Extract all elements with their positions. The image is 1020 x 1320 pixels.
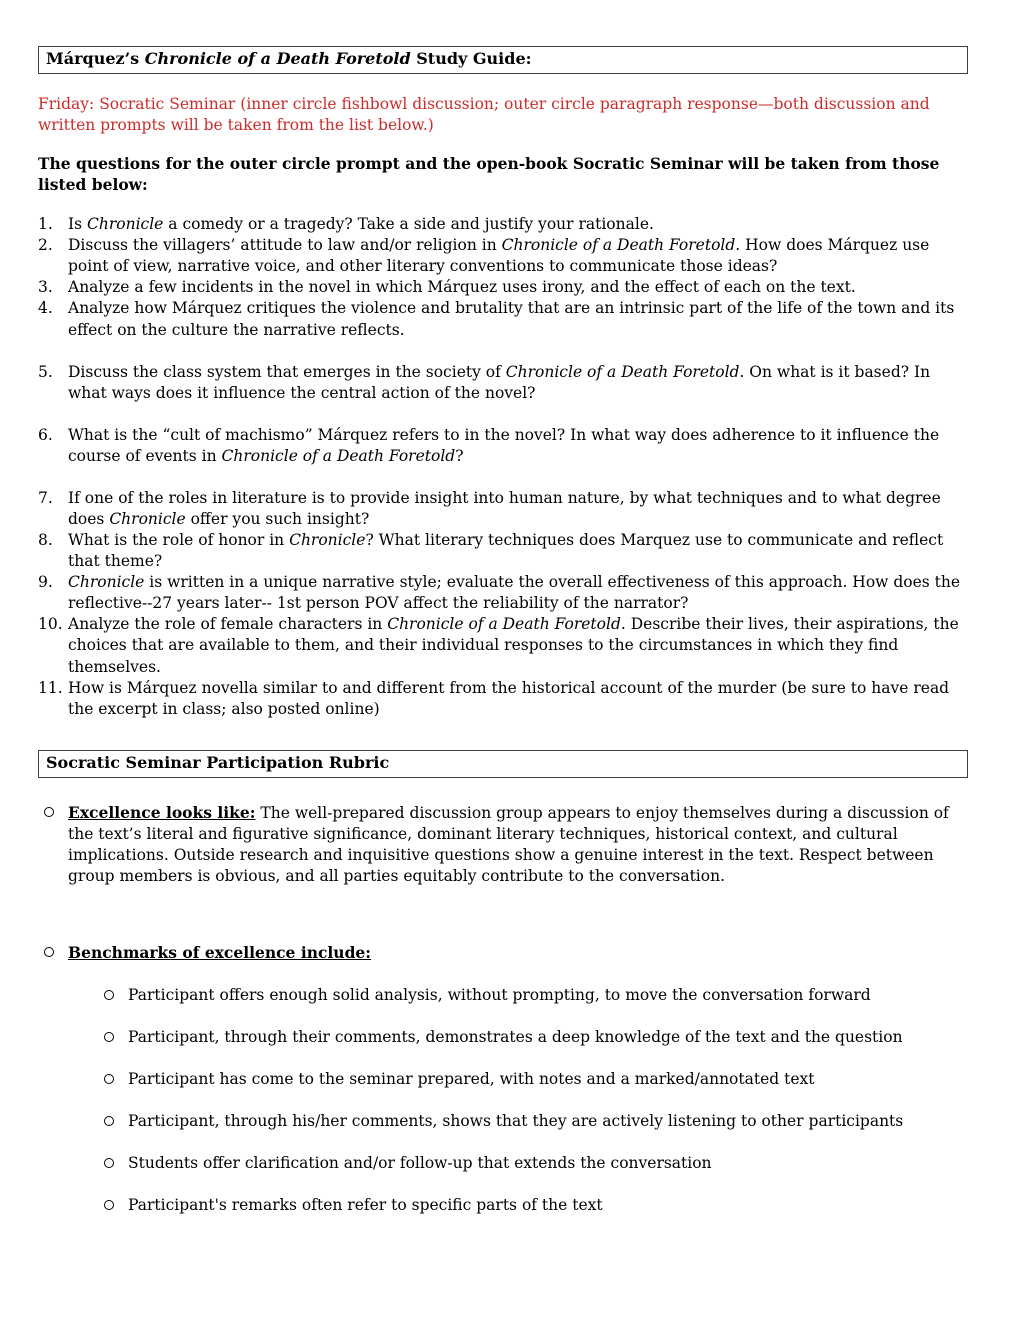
text-run: . On what is it based? In what ways does it influence the central action of the novel? (68, 362, 931, 402)
text-run: Chronicle (109, 509, 186, 528)
circle-bullet-icon (104, 1200, 114, 1210)
bullet-text (128, 1111, 968, 1132)
bullet-row (38, 1027, 968, 1048)
text-run: If one of the roles in literature is to provide insight into human nature, by what techniques and to what degree does (68, 488, 941, 528)
text-run: Discuss the villagers’ attitude to law and/or religion in (68, 236, 502, 255)
text-run: Chronicle of a Death Foretold (387, 615, 621, 634)
question-text (68, 298, 968, 340)
circle-bullet-icon (104, 1032, 114, 1042)
bullet-row (38, 1069, 968, 1090)
question-item (38, 530, 968, 572)
question-number: 4. (38, 299, 53, 318)
text-run: Participant's remarks often refer to specific parts of the text (128, 1196, 603, 1215)
bullet-text (128, 1153, 968, 1174)
question-item (38, 235, 968, 277)
bullet-cell (104, 1111, 128, 1132)
question-number: 5. (38, 362, 53, 381)
text-run: Chronicle (289, 531, 366, 550)
question-number: 3. (38, 278, 53, 297)
question-text (68, 362, 968, 404)
circle-bullet-icon (44, 947, 54, 957)
question-text (68, 488, 968, 530)
bullet-cell (104, 985, 128, 1006)
document-title (46, 49, 532, 68)
question-number: 11. (38, 678, 63, 697)
question-item (38, 298, 968, 340)
text-run: The well-prepared discussion group appears to enjoy themselves during a discussion of the text’s literal and figurative significance, dominant literary techniques, historical context, and cultural implications. Outside research and inquisitive questions show a genuine interest in the text. Respect between group members is obvious, and all parties equitably contribute to the conversation. (68, 803, 949, 885)
text-run: Participant, through his/her comments, shows that they are actively listening to other participants (128, 1112, 904, 1131)
text-run: Chronicle of a Death Foretold (221, 446, 456, 465)
text-run: Discuss the class system that emerges in the society of (68, 362, 506, 381)
text-run: Participant offers enough solid analysis, without prompting, to move the conversation forward (128, 985, 871, 1004)
text-run: . How does Márquez use point of view, narrative voice, and other literary conventions to communicate those ideas? (68, 236, 930, 276)
bullet-cell (44, 802, 68, 887)
question-number: 8. (38, 531, 53, 550)
question-item (38, 488, 968, 530)
question-item (38, 678, 968, 720)
bullet-text (128, 1195, 968, 1216)
text-run: Analyze a few incidents in the novel in which Márquez uses irony, and the effect of each on the text. (68, 278, 856, 297)
question-item (38, 362, 968, 404)
circle-bullet-icon (104, 990, 114, 1000)
bullet-text (68, 942, 968, 964)
text-run: What is the “cult of machismo” Márquez refers to in the novel? In what way does adherence to it influence the course of events in (68, 425, 940, 465)
text-run: How is Márquez novella similar to and different from the historical account of the murder (be sure to have read the excerpt in class; also posted online) (68, 678, 950, 718)
question-text (68, 214, 968, 235)
question-number: 1. (38, 215, 53, 234)
text-run: Students offer clarification and/or follow-up that extends the conversation (128, 1154, 712, 1173)
text-run: Chronicle of a Death Foretold (505, 362, 740, 381)
bullet-row (38, 985, 968, 1006)
text-run: Chronicle (87, 215, 164, 234)
bullet-row (38, 1111, 968, 1132)
bullet-row (38, 1195, 968, 1216)
circle-bullet-icon (104, 1074, 114, 1084)
circle-bullet-icon (104, 1116, 114, 1126)
question-text (68, 425, 968, 467)
question-number: 10. (38, 615, 63, 634)
bullet-text (128, 1027, 968, 1048)
text-run: What is the role of honor in (68, 531, 290, 550)
circle-bullet-icon (104, 1158, 114, 1168)
bullet-row (38, 942, 968, 964)
friday-note: Friday: Socratic Seminar (inner circle fishbowl discussion; outer circle paragraph response—both discussion and written prompts will be taken from the list below.) (38, 94, 930, 134)
bullet-row (38, 802, 968, 887)
text-run: Chronicle of a Death Foretold (501, 236, 736, 255)
question-item (38, 614, 968, 677)
question-item (38, 277, 968, 298)
question-list (38, 214, 968, 720)
question-item (38, 572, 968, 614)
text-run: Analyze how Márquez critiques the violence and brutality that are an intrinsic part of the life of the town and its effect on the culture the narrative reflects. (68, 299, 955, 339)
rubric-bullets (38, 802, 968, 1217)
rubric-title: Socratic Seminar Participation Rubric (46, 752, 390, 772)
question-text (68, 530, 968, 572)
bullet-row (38, 1153, 968, 1174)
bullet-cell (104, 1069, 128, 1090)
bullet-cell (104, 1027, 128, 1048)
question-text (68, 678, 968, 720)
text-run: ? (455, 446, 464, 465)
rubric-box (38, 750, 968, 778)
text-run: ? What literary techniques does Marquez use to communicate and reflect that theme? (68, 531, 944, 571)
circle-bullet-icon (44, 807, 54, 817)
text-run: Chronicle (68, 573, 145, 592)
text-run: Márquez’s (46, 49, 145, 68)
question-number: 9. (38, 573, 53, 592)
bullet-cell (104, 1153, 128, 1174)
question-text (68, 277, 968, 298)
question-number: 7. (38, 488, 53, 507)
title-box (38, 46, 968, 74)
question-item (38, 425, 968, 467)
intro-paragraph: The questions for the outer circle prompt and the open-book Socratic Seminar will be taken from those listed below: (38, 153, 940, 195)
text-run: is written in a unique narrative style; evaluate the overall effectiveness of this approach. How does the reflective--27 years later-- 1st person POV affect the reliability of the narrator? (68, 573, 961, 613)
text-run: Study Guide: (410, 49, 532, 68)
text-run: Analyze the role of female characters in (68, 615, 388, 634)
question-text (68, 572, 968, 614)
question-item (38, 214, 968, 235)
question-number: 6. (38, 425, 53, 444)
text-run: offer you such insight? (185, 509, 370, 528)
bullet-cell (44, 942, 68, 964)
question-text (68, 614, 968, 677)
text-run: Chronicle of a Death Foretold (144, 49, 411, 68)
bullet-text (128, 985, 968, 1006)
text-run: Benchmarks of excellence include: (68, 942, 371, 962)
text-run: . Describe their lives, their aspirations, the choices that are available to them, and their individual responses to the circumstances in which they find themselves. (68, 615, 959, 676)
bullet-text (128, 1069, 968, 1090)
text-run: a comedy or a tragedy? Take a side and justify your rationale. (163, 215, 654, 234)
text-run: Excellence looks like: (68, 802, 256, 822)
bullet-text (68, 802, 968, 887)
question-number: 2. (38, 236, 53, 255)
bullet-cell (104, 1195, 128, 1216)
text-run: Participant has come to the seminar prepared, with notes and a marked/annotated text (128, 1070, 815, 1089)
text-run: Participant, through their comments, demonstrates a deep knowledge of the text and the question (128, 1028, 903, 1047)
question-text (68, 235, 968, 277)
text-run: Is (68, 215, 88, 234)
